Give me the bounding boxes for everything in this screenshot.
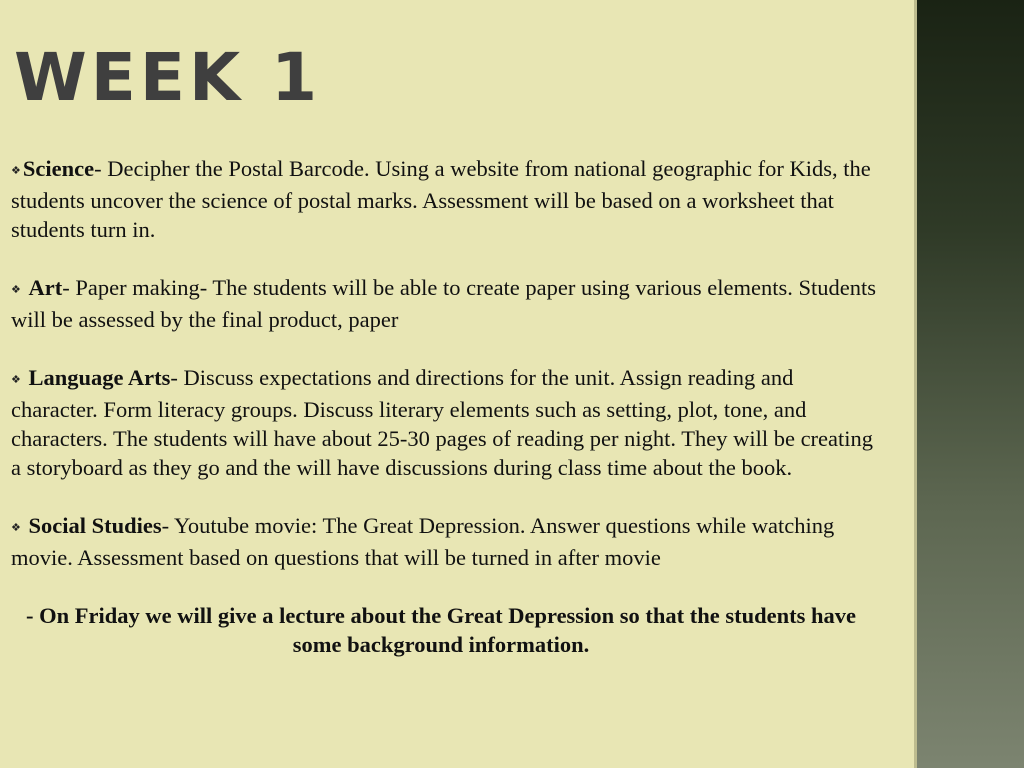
social-studies-description: - Youtube movie: The Great Depression. Answer questions while watching movie. Assessment based on questions that will be turned in after movie (11, 513, 835, 570)
four-diamond-bullet-icon: ❖ (11, 374, 21, 386)
language-arts-description: - Discuss expectations and directions for the unit. Assign reading and character. Form literacy groups. Discuss literary elements such as setting, plot, tone, and characters. The students will have about 25-30 pages of reading per night. They will be creating a storyboard as they go and the will have discussions during class time about the book. (11, 365, 874, 480)
social-studies-item (11, 511, 881, 572)
decorative-side-band (914, 0, 1024, 768)
language-arts-item (11, 363, 881, 482)
friday-lecture-note: - On Friday we will give a lecture about the Great Depression so that the students have some background information. (26, 603, 856, 657)
art-item (11, 273, 881, 334)
language-arts-subject: Language Arts (28, 365, 171, 390)
slide-title: WEEK 1 (14, 39, 322, 116)
four-diamond-bullet-icon: ❖ (11, 165, 21, 177)
four-diamond-bullet-icon: ❖ (11, 522, 21, 534)
side-band-edge (914, 0, 917, 768)
art-subject: Art (28, 275, 63, 300)
art-description: - Paper making- The students will be able to create paper using various elements. Students will be assessed by the final product, paper (11, 275, 876, 332)
social-studies-subject: Social Studies (28, 513, 162, 538)
science-item (11, 154, 881, 244)
slide-body (11, 154, 881, 659)
science-subject: Science (22, 156, 95, 181)
science-description: - Decipher the Postal Barcode. Using a website from national geographic for Kids, the students uncover the science of postal marks. Assessment will be based on a worksheet that students turn in. (11, 156, 871, 242)
four-diamond-bullet-icon: ❖ (11, 284, 21, 296)
